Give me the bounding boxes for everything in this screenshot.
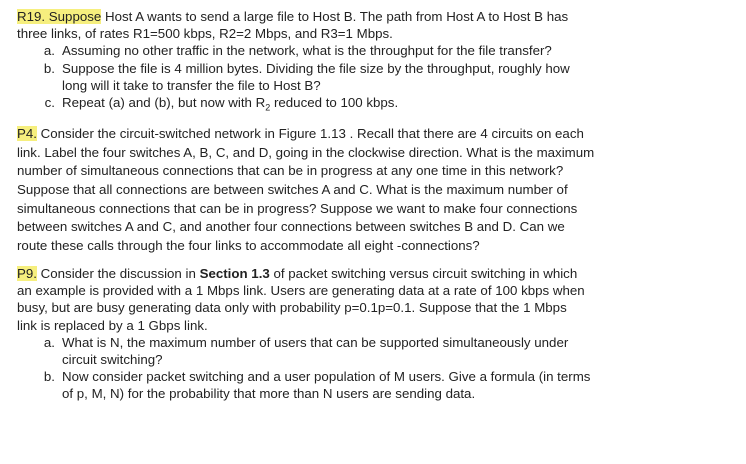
r19-part-b: b. Suppose the file is 4 million bytes. Dividing the file size by the throughput, roughly how long will it take to transfer the file to Host B?	[43, 60, 570, 93]
p4-line-2: link. Label the four switches A, B, C, and D, going in the clockwise direction. What is the maximum	[17, 144, 595, 160]
p9-line-1: P9. Consider the discussion in Section 1.3 of packet switching versus circuit switching in which	[17, 266, 578, 281]
p4-highlighted-label: P4.	[17, 126, 37, 141]
p9-line-2: an example is provided with a 1 Mbps link. Users are generating data at a rate of 100 kbps when	[17, 283, 585, 299]
section-reference: Section 1.3	[199, 266, 270, 281]
p4-line-5: simultaneous connections that can be in progress? Suppose we want to make four connections	[17, 200, 578, 216]
p9-line-4: link is replaced by a 1 Gbps link.	[17, 317, 208, 333]
p4-line-3: number of simultaneous connections that can be in progress at any one time in this network?	[17, 163, 564, 179]
p4-line-6: between switches A and C, and another four connections between switches B and D. Can we	[17, 219, 565, 235]
p9-part-a: a. What is N, the maximum number of users that can be supported simultaneously under circuit switching?	[43, 334, 569, 367]
r19-highlighted-label: R19. Suppose	[17, 9, 102, 24]
p4-line-4: Suppose that all connections are between switches A and C. What is the maximum number of	[17, 182, 568, 198]
p9-line-3: busy, but are busy generating data only with probability p=0.1p=0.1. Suppose that the 1 Mbps	[17, 300, 567, 316]
r19-intro-line1: R19. Suppose Host A wants to send a large file to Host B. The path from Host A to Host B has	[17, 9, 569, 24]
question-r19	[17, 8, 667, 111]
r19-intro-line2: three links, of rates R1=500 kbps, R2=2 Mbps, and R3=1 Mbps.	[17, 26, 393, 42]
p4-line-7: route these calls through the four links to accommodate all eight -connections?	[17, 238, 480, 254]
question-p4	[17, 125, 667, 256]
p9-highlighted-label: P9.	[17, 266, 37, 281]
p4-line-1: P4. Consider the circuit-switched network in Figure 1.13 . Recall that there are 4 circuits on each	[17, 126, 584, 141]
r19-part-a: a. Assuming no other traffic in the network, what is the throughput for the file transfer?	[43, 43, 552, 59]
r19-part-c: c. Repeat (a) and (b), but now with $R_2$ reduced to 100 kbps.	[44, 94, 399, 113]
question-p9	[17, 265, 667, 403]
p9-part-b: b. Now consider packet switching and a user population of M users. Give a formula (in terms of p, M, N) for the probability that more than N users are sending data.	[43, 369, 591, 402]
